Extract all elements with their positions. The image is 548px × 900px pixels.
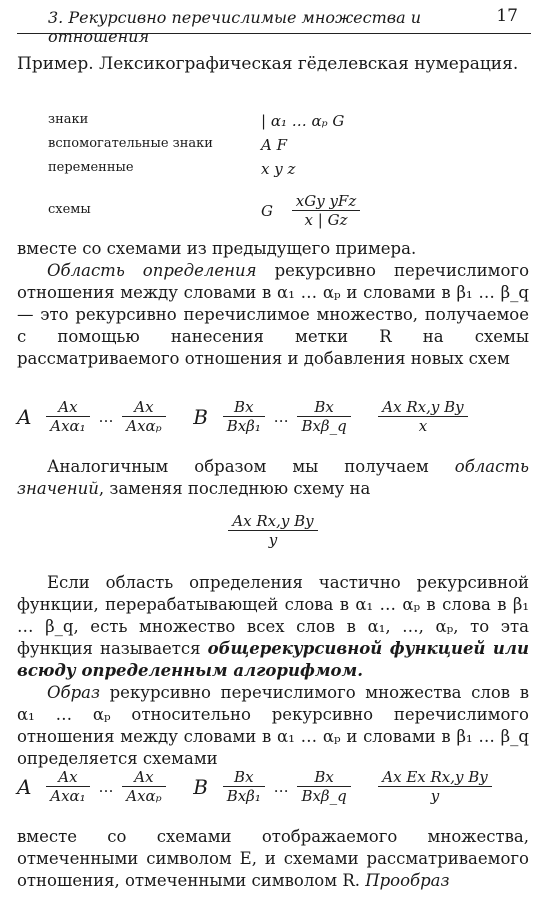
term: Образ <box>47 683 100 702</box>
row-label: схемы <box>48 202 91 217</box>
paragraph-text: Аналогичным образом мы получаем <box>47 457 455 476</box>
table-row-schemes <box>48 192 468 232</box>
fraction-numerator: Ax <box>122 768 165 787</box>
table-row <box>48 136 468 160</box>
formula-range <box>17 512 529 549</box>
row-label: вспомогательные знаки <box>48 136 213 151</box>
row-value: A F <box>261 136 288 154</box>
intro-paragraph: Пример. Лексикографическая гёделевская нумерация. <box>17 54 519 74</box>
paragraph-text: вместе со схемами отображаемого множества, отмеченными символом E, и схемами рассматриваемого отношения, отмеченными символом R. <box>17 827 529 890</box>
fraction-numerator: Bx <box>297 768 350 787</box>
term: общерекурсивной функцией или всюду определенным алгорифмом. <box>17 639 530 680</box>
page-number: 17 <box>496 6 518 26</box>
formula-symbol: A <box>17 404 32 429</box>
fraction-denominator: Axα₁ <box>50 417 86 435</box>
fraction-denominator: x | Gz <box>304 211 348 229</box>
fraction-denominator: Bxβ₁ <box>226 417 261 435</box>
fraction-numerator: Ax <box>122 398 165 417</box>
formula-symbol: B <box>193 404 208 429</box>
fraction-denominator: Bxβ₁ <box>226 787 261 805</box>
table-row <box>48 112 468 136</box>
row-value: x y z <box>261 160 296 178</box>
fraction-numerator: Ax <box>46 398 89 417</box>
scheme-formula <box>261 192 360 229</box>
fraction-denominator: Bxβ_q <box>301 417 347 435</box>
scheme-prefix: G <box>261 201 273 220</box>
fraction-denominator: y <box>430 787 440 805</box>
fraction-denominator: x <box>418 417 428 435</box>
header-rule <box>17 33 531 34</box>
paragraph <box>17 826 529 892</box>
fraction-numerator: Bx <box>297 398 350 417</box>
paragraph <box>17 572 529 682</box>
term: Прообраз <box>365 871 450 890</box>
running-header <box>48 6 518 46</box>
paragraph-text: Если область определения частично рекурсивной функции, перерабатывающей слова в α₁ … αₚ в слова в β₁ … β_q, есть множество всех слов в α₁, …, αₚ, то эта функция называется <box>17 573 529 658</box>
ellipsis: … <box>273 407 289 426</box>
fraction-denominator: Axαₚ <box>126 787 162 805</box>
chapter-title: 3. Рекурсивно перечислимые множества и отношения <box>48 8 422 46</box>
fraction-numerator: Ax Ex Rx,y By <box>378 768 492 787</box>
fraction-numerator: xGy yFz <box>292 192 360 211</box>
paragraph-text: рекурсивно перечислимого множества слов в α₁ … αₚ относительно рекурсивно перечислимого отношения между словами в α₁ … αₚ и словами в β₁ … β_q определяется схемами <box>17 683 529 768</box>
paragraph-text: , заменяя последнюю схему на <box>98 479 371 498</box>
row-label: знаки <box>48 112 89 127</box>
scheme-fraction <box>292 192 360 229</box>
paragraph <box>17 682 529 770</box>
ellipsis: … <box>98 777 114 796</box>
fraction-denominator: Axα₁ <box>50 787 86 805</box>
ellipsis: … <box>273 777 289 796</box>
paragraph: вместе со схемами из предыдущего примера. <box>17 239 417 258</box>
paragraph <box>17 456 529 500</box>
row-value: | α₁ … αₚ G <box>261 112 345 130</box>
fraction-numerator: Bx <box>223 398 265 417</box>
fraction-numerator: Ax Rx,y By <box>378 398 467 417</box>
fraction-denominator: Axαₚ <box>126 417 162 435</box>
formula-symbol: A <box>17 774 32 799</box>
formula-image <box>17 768 529 805</box>
paragraph <box>17 260 529 370</box>
table-row <box>48 160 468 184</box>
formula-domain <box>17 398 529 435</box>
fraction-numerator: Ax <box>46 768 89 787</box>
formula-symbol: B <box>193 774 208 799</box>
term: область значений <box>17 457 529 498</box>
paragraph-text: рекурсивно перечислимого отношения между словами в α₁ … αₚ и словами в β₁ … β_q — это рекурсивно перечислимое множество, получаемое с помощью нанесения метки R на схемы рассматриваемого отношения и добавления новых схем <box>17 261 530 368</box>
ellipsis: … <box>98 407 114 426</box>
fraction-numerator: Ax Rx,y By <box>228 512 317 531</box>
row-label: переменные <box>48 160 134 175</box>
fraction-denominator: y <box>268 531 278 549</box>
fraction-numerator: Bx <box>223 768 265 787</box>
term: Область определения <box>47 261 257 280</box>
fraction-denominator: Bxβ_q <box>301 787 347 805</box>
